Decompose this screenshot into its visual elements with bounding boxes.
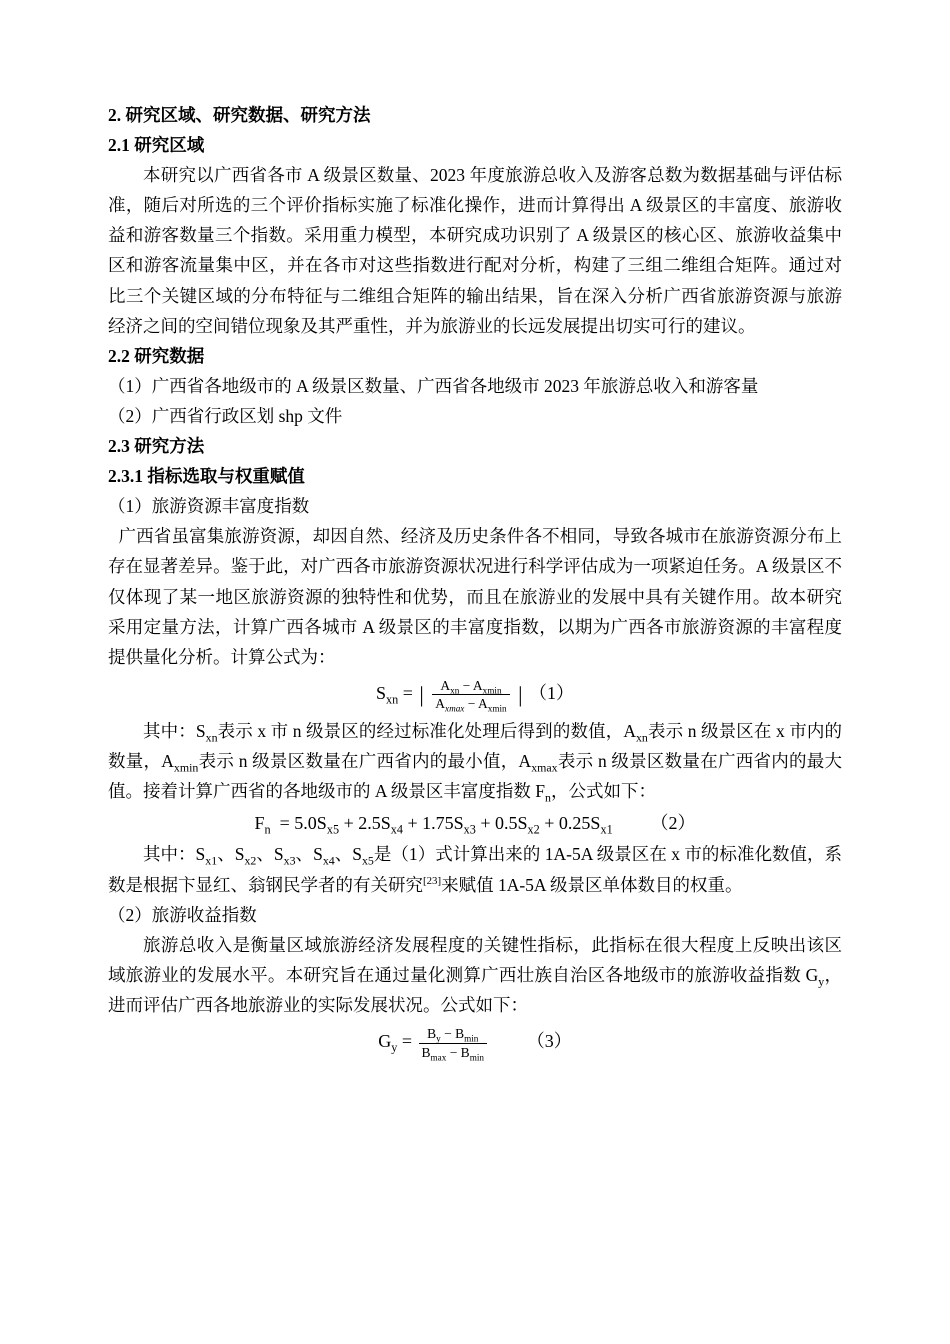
formula-1-denominator: $A_{xmax} - A_{xmin}$ [435, 696, 507, 714]
formula-1-label: （1） [529, 682, 575, 703]
paragraph-formula-1-explanation: 其中：$S_{xn}$表示 x 市 n 级景区的经过标准化处理后得到的数值，$A_{xn}$表示 n 级景区在 x 市内的数量，$A_{xmin}$表示 n 级景区数量在广西省内的最小值，$A_{xmax}$表示 n 级景区数量在广西省内的最大值。接着计算广西省的各地级市的 A 级景区丰富度指数 $F_n$，公式如下： [108, 720, 843, 805]
paragraph-revenue-intro: 旅游总收入是衡量区域旅游经济发展程度的关键性指标，此指标在很大程度上反映出该区域旅游业的发展水平。本研究旨在通过量化测算广西壮族自治区各地级市的旅游收益指数 $G_y$，进而评估广西各地旅游业的实际发展状况。公式如下： [108, 934, 843, 1015]
paragraph-index-2-title: （2）旅游收益指数 [108, 904, 257, 925]
formula-3-equals: = [401, 1031, 417, 1052]
formula-3-label: （3） [526, 1031, 572, 1052]
heading-section-2-3: 2.3 研究方法 [108, 436, 205, 457]
formula-1-fraction [432, 678, 509, 712]
paragraph-data-item-2: （2）广西省行政区划 shp 文件 [108, 405, 343, 426]
document-body [108, 100, 843, 1063]
formula-3-numerator: $B_y - B_{min}$ [419, 1026, 487, 1044]
formula-1-numerator: $A_{xn} - A_{xmin}$ [432, 678, 509, 696]
formula-3-lhs: $G_y$ [378, 1031, 398, 1055]
formula-3-denominator: $B_{max} - B_{min}$ [421, 1044, 484, 1063]
paragraph-study-area: 本研究以广西省各市 A 级景区数量、2023 年度旅游总收入及游客总数为数据基础与评估标准，随后对所选的三个评价指标实施了标准化操作，进而计算得出 A 级景区的丰富度、旅游收益和游客数量三个指数。采用重力模型，本研究成功识别了 A 级景区的核心区、旅游收益集中区和游客流量集中区，并在各市对这些指数进行配对分析，构建了三组二维组合矩阵。通过对比三个关键区域的分布特征与二维组合矩阵的输出结果，旨在深入分析广西省旅游资源与旅游经济之间的空间错位现象及其严重性，并为旅游业的长远发展提出切实可行的建议。 [108, 165, 842, 336]
formula-1-equals: = [402, 682, 418, 703]
heading-section-2-1: 2.1 研究区域 [108, 135, 205, 156]
formula-2-label: （2） [650, 813, 696, 834]
paragraph-index-1-title: （1）旅游资源丰富度指数 [108, 496, 310, 517]
formula-1-abs-open: | [419, 681, 424, 707]
paragraph-data-item-1: （1）广西省各地级市的 A 级景区数量、广西省各地级市 2023 年旅游总收入和游客量 [108, 375, 759, 396]
paragraph-richness-intro: 广西省虽富集旅游资源，却因自然、经济及历史条件各不相同，导致各城市在旅游资源分布上存在显著差异。鉴于此，对广西各市旅游资源状况进行科学评估成为一项紧迫任务。A 级景区不仅体现了某一地区旅游资源的独特性和优势，而且在旅游业的发展中具有关键作用。故本研究采用定量方法，计算广西各城市 A 级景区的丰富度指数，以期为广西各市旅游资源的丰富程度提供量化分析。计算公式为： [108, 526, 842, 667]
formula-1-abs-close: | [518, 681, 523, 707]
heading-section-2-3-1: 2.3.1 指标选取与权重赋值 [108, 466, 305, 487]
formula-2-expression: $F_n = 5.0S_{x5} + 2.5S_{x4} + 1.75S_{x3} + 0.5S_{x2} + 0.25S_{x1}$ [254, 813, 613, 837]
formula-1-lhs: $S_{xn}$ [375, 682, 399, 707]
formula-2 [108, 812, 842, 835]
heading-section-2-2: 2.2 研究数据 [108, 345, 205, 366]
formula-1 [108, 678, 842, 712]
heading-section-2: 2. 研究区域、研究数据、研究方法 [108, 105, 371, 125]
paragraph-formula-2-explanation: 其中：$S_{x1}$、$S_{x2}$、$S_{x3}$、$S_{x4}$、$S_{x5}$是（1）式计算出来的 1A-5A 级景区在 x 市的标准化数值，系数是根据卞显红、翁钢民学者的有关研究[23]来赋值 1A-5A 级景区单体数目的权重。 [108, 844, 843, 895]
formula-3 [108, 1026, 842, 1063]
formula-3-fraction [419, 1026, 487, 1063]
